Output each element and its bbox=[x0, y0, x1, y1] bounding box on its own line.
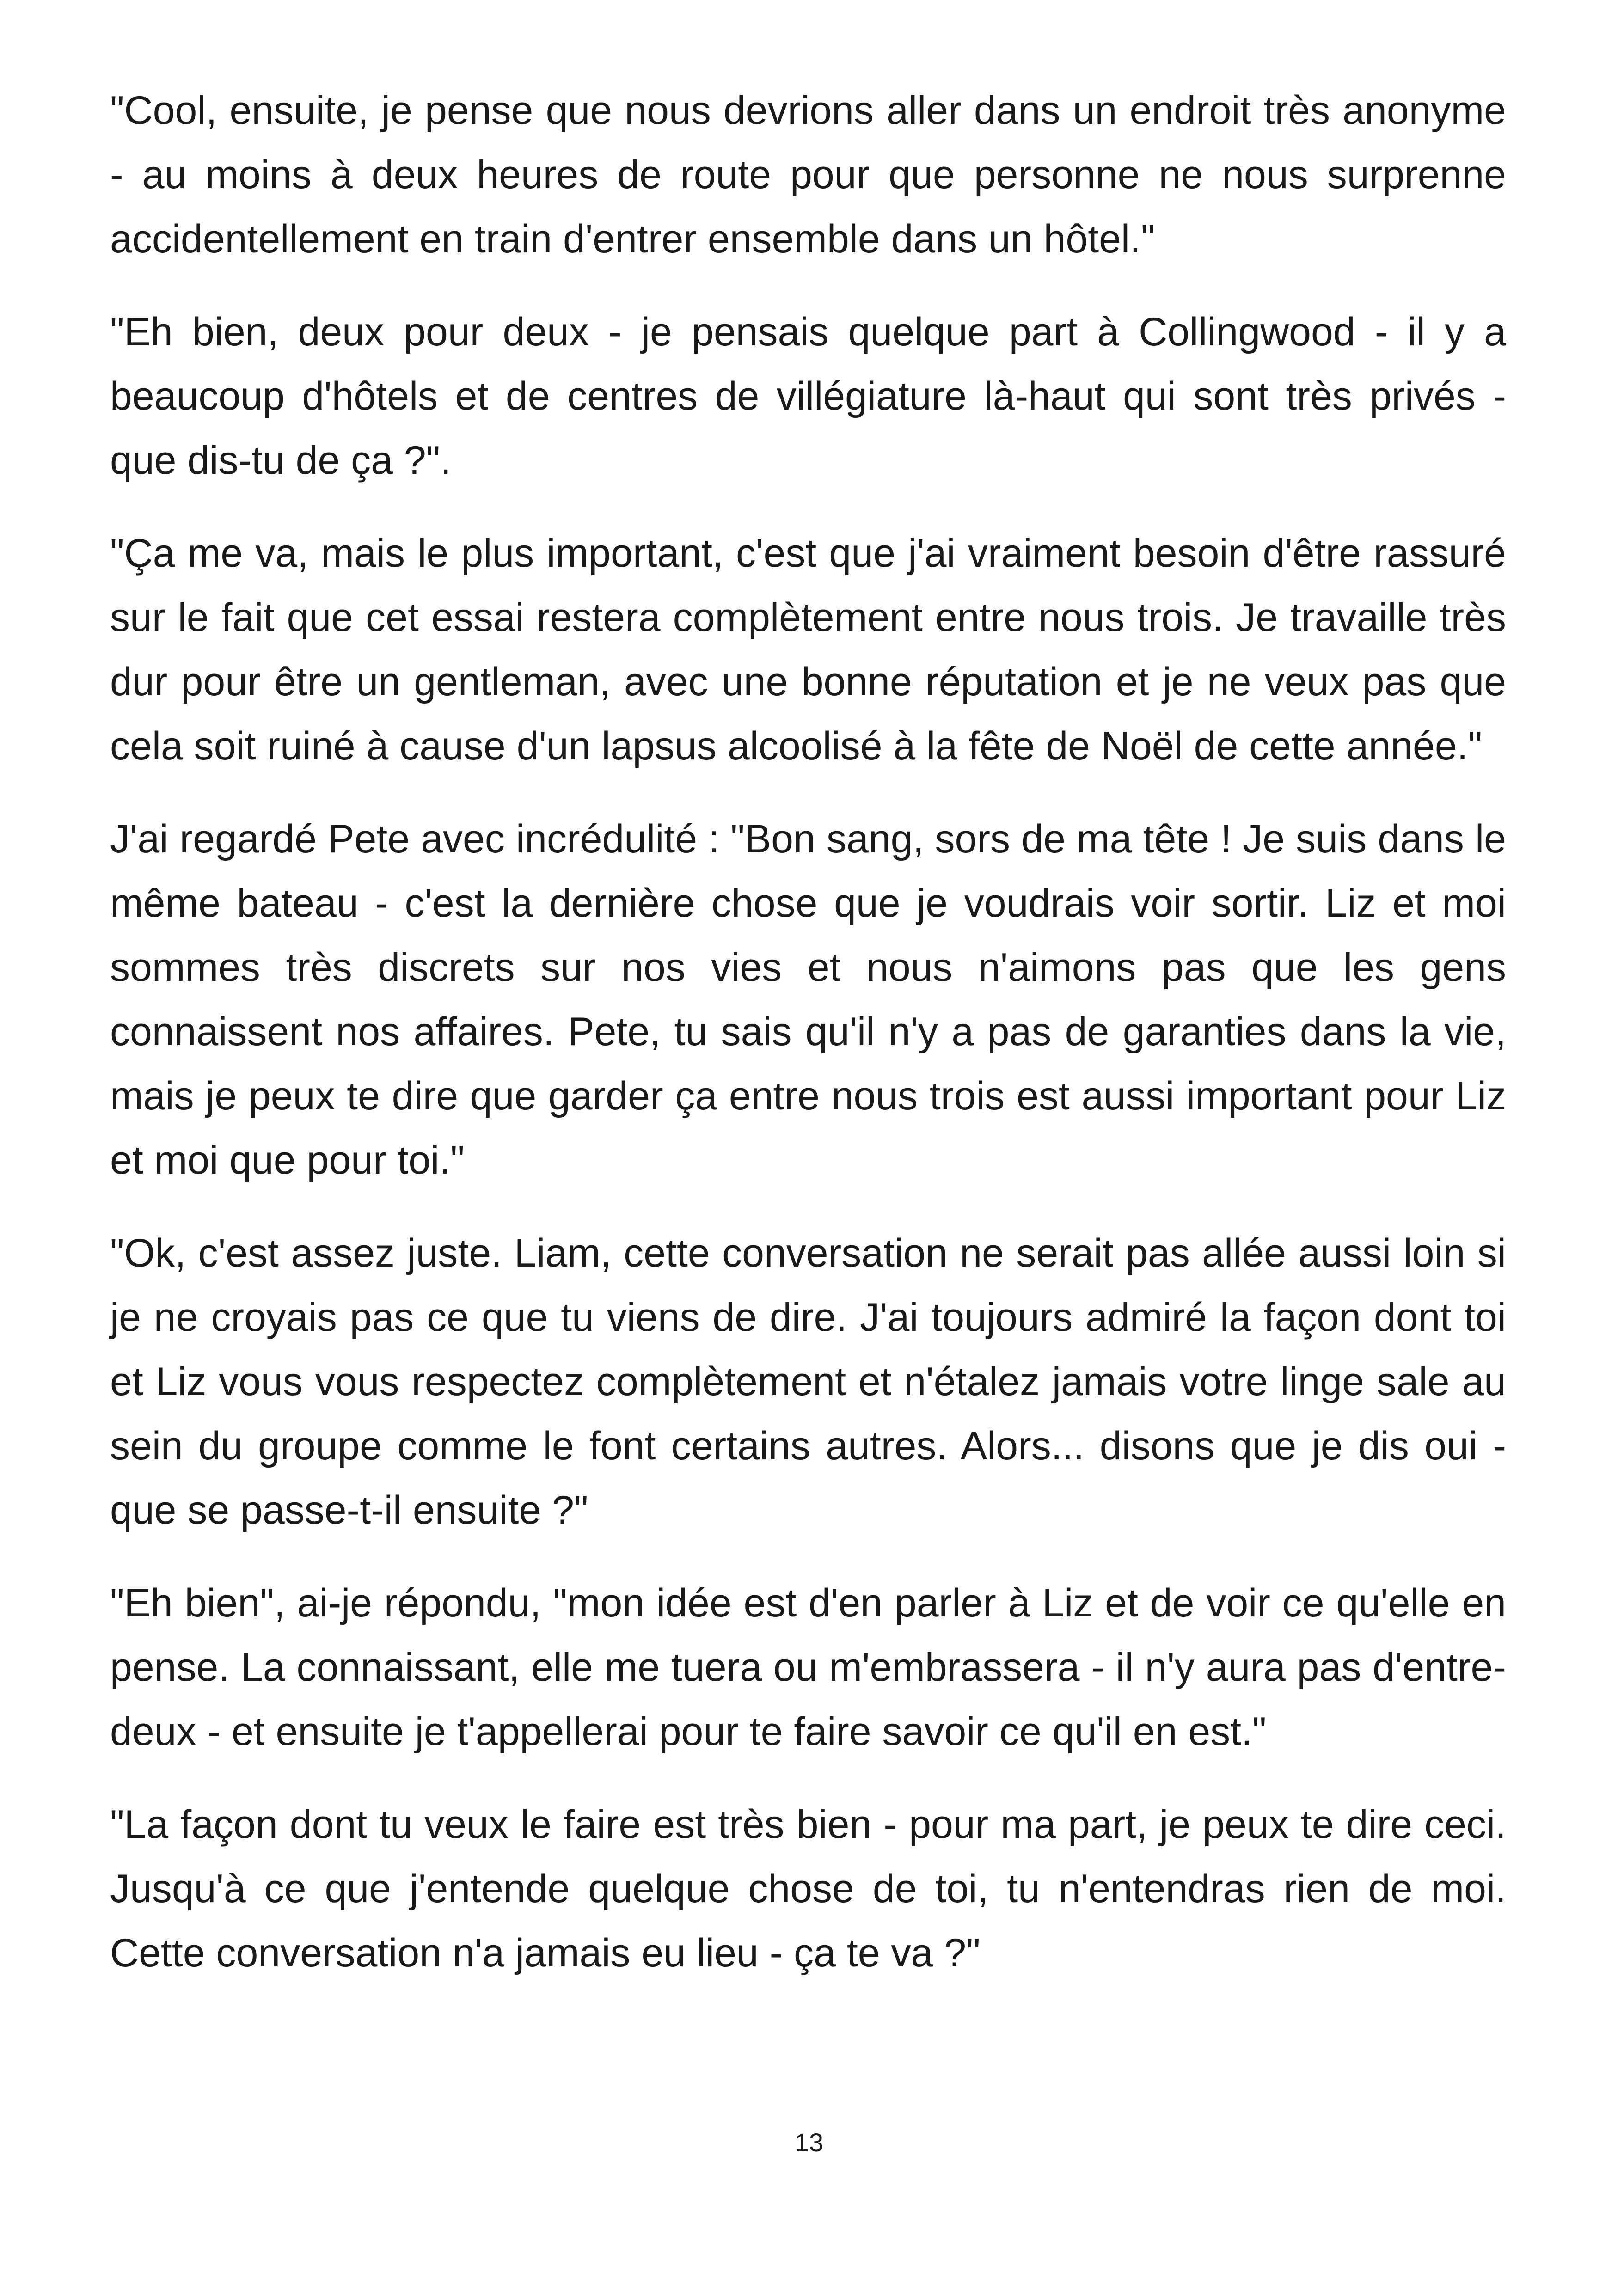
page-body bbox=[110, 79, 1506, 2014]
paragraph: "Eh bien", ai-je répondu, "mon idée est d'en parler à Liz et de voir ce qu'elle en pense. La connaissant, elle me tuera ou m'embrassera - il n'y aura pas d'entre-deux - et ensuite je t'appellerai pour te faire savoir ce qu'il en est." bbox=[110, 1581, 1506, 1754]
paragraph: "Cool, ensuite, je pense que nous devrions aller dans un endroit très anonyme - au moins à deux heures de route pour que personne ne nous surprenne accidentellement en train d'entrer ensemble dans un hôtel." bbox=[110, 88, 1506, 261]
page-number: 13 bbox=[794, 2128, 824, 2157]
paragraph: "Ça me va, mais le plus important, c'est que j'ai vraiment besoin d'être rassuré sur le fait que cet essai restera complètement entre nous trois. Je travaille très dur pour être un gentleman, avec une bonne réputation et je ne veux pas que cela soit ruiné à cause d'un lapsus alcoolisé à la fête de Noël de cette année." bbox=[110, 531, 1506, 768]
paragraph: "Eh bien, deux pour deux - je pensais quelque part à Collingwood - il y a beaucoup d'hôtels et de centres de villégiature là-haut qui sont très privés - que dis-tu de ça ?". bbox=[110, 310, 1506, 483]
paragraph: "Ok, c'est assez juste. Liam, cette conversation ne serait pas allée aussi loin si je ne croyais pas ce que tu viens de dire. J'ai toujours admiré la façon dont toi et Liz vous vous respectez complètement et n'étalez jamais votre linge sale au sein du groupe comme le font certains autres. Alors... disons que je dis oui - que se passe-t-il ensuite ?" bbox=[110, 1231, 1506, 1532]
paragraph: "La façon dont tu veux le faire est très bien - pour ma part, je peux te dire ceci. Jusqu'à ce que j'entende quelque chose de toi, tu n'entendras rien de moi. Cette conversation n'a jamais eu lieu - ça te va ?" bbox=[110, 1802, 1506, 1975]
paragraph: J'ai regardé Pete avec incrédulité : "Bon sang, sors de ma tête ! Je suis dans le même bateau - c'est la dernière chose que je voudrais voir sortir. Liz et moi sommes très discrets sur nos vies et nous n'aimons pas que les gens connaissent nos affaires. Pete, tu sais qu'il n'y a pas de garanties dans la vie, mais je peux te dire que garder ça entre nous trois est aussi important pour Liz et moi que pour toi." bbox=[110, 817, 1506, 1182]
